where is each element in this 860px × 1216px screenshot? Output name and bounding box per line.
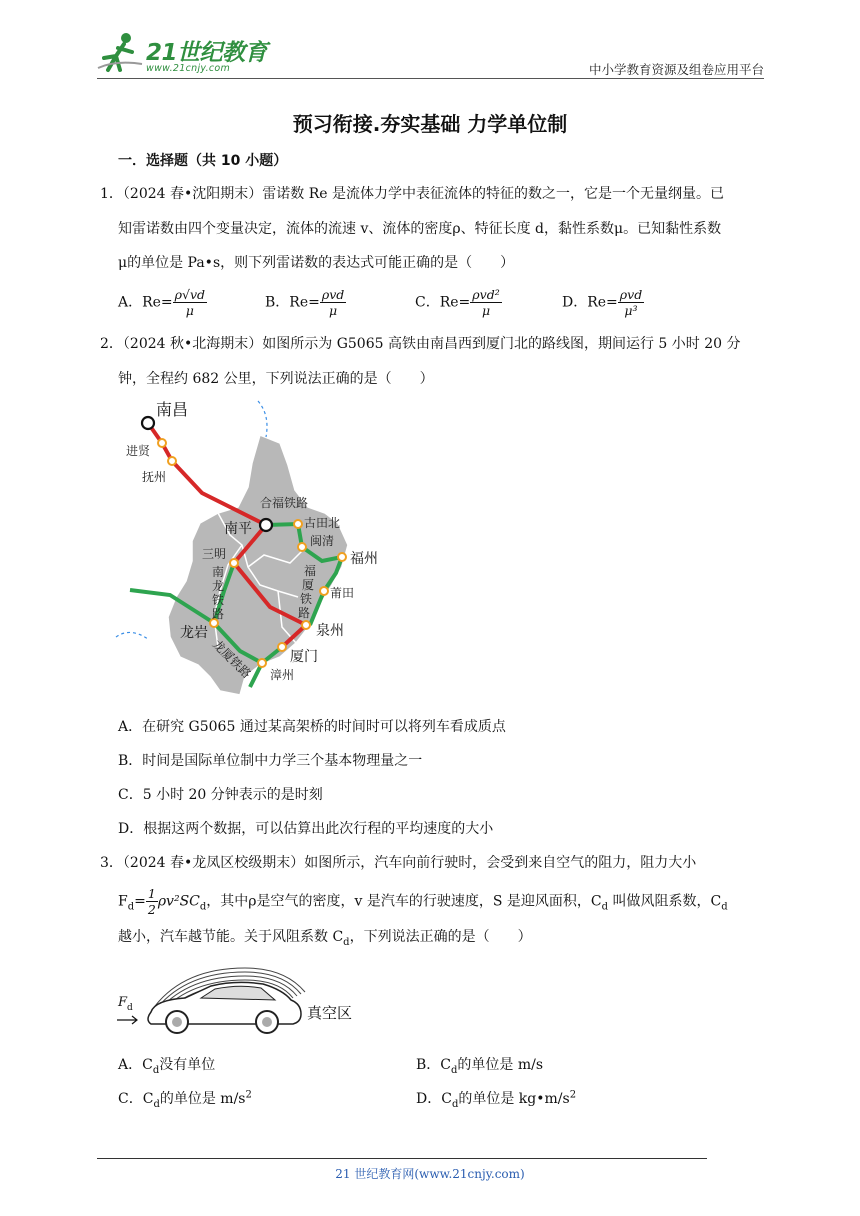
- q2-option-b[interactable]: B．时间是国际单位制中力学三个基本物理量之一: [118, 753, 423, 769]
- q3-option-a-sub: d: [152, 1064, 160, 1076]
- q3-option-d[interactable]: [416, 1088, 576, 1110]
- q1-option-a-prefix: A．Re=: [118, 294, 173, 311]
- label-fuxia-1: 福: [304, 564, 317, 578]
- q1-option-b-prefix: B．Re=: [265, 294, 320, 311]
- q1-option-b-num: ρvd: [321, 287, 345, 302]
- q3-option-c[interactable]: [118, 1088, 252, 1110]
- q1-option-d-formula: [618, 287, 644, 318]
- station-sanming: [230, 559, 238, 567]
- label-jinxian: 进贤: [126, 444, 151, 458]
- platform-name: 中小学教育资源及组卷应用平台: [588, 62, 764, 77]
- label-fuxia-2: 厦: [302, 578, 315, 592]
- station-nanping: [260, 519, 272, 531]
- footer-link[interactable]: 21 世纪教育网(www.21cnjy.com): [335, 1167, 525, 1181]
- q1-option-d[interactable]: [562, 287, 644, 318]
- fig-force-sub: d: [127, 1003, 133, 1013]
- label-putian: 莆田: [330, 586, 355, 600]
- section-heading: 一．选择题（共 10 小题）: [118, 153, 288, 169]
- station-gutian: [294, 520, 302, 528]
- label-fuzhou: 福州: [350, 551, 378, 567]
- label-fuxia-4: 路: [298, 606, 311, 620]
- q3-line3-text: 越小，汽车越节能。关于风阻系数 C: [118, 929, 344, 945]
- q3-option-b-sub: d: [451, 1064, 458, 1076]
- q3-line3: [118, 926, 532, 948]
- station-quanzhou: [302, 621, 310, 629]
- force-arrow: [117, 1016, 137, 1024]
- q3-frac-num: 1: [147, 886, 156, 901]
- q3-option-d-sub: d: [451, 1098, 459, 1110]
- q1-option-a-num: ρ√vd: [174, 287, 206, 302]
- q3-option-c-text: C．C: [118, 1091, 154, 1107]
- q2-option-a[interactable]: A．在研究 G5065 通过某高架桥的时间时可以将列车看成质点: [118, 719, 506, 735]
- q3-line2-rest: ，其中ρ是空气的密度，v 是汽车的行驶速度，S 是迎风面积，C: [206, 893, 602, 910]
- q3-option-b-tail: 的单位是 m/s: [457, 1057, 544, 1073]
- footer-divider: [97, 1158, 707, 1159]
- label-minqing: 闽清: [310, 534, 335, 548]
- header-divider: [97, 78, 764, 79]
- map-coast-top: [258, 401, 267, 437]
- q3-option-d-sup: 2: [569, 1089, 577, 1101]
- station-fuzhou: [338, 553, 346, 561]
- q3-fd-symbol: F: [118, 893, 128, 910]
- label-nanlong-4: 路: [212, 607, 225, 621]
- station-xiamen: [278, 643, 286, 651]
- label-xiamen: 厦门: [290, 649, 318, 665]
- map-coast-left: [116, 632, 148, 639]
- q2-option-c[interactable]: C．5 小时 20 分钟表示的是时刻: [118, 787, 323, 803]
- q1-option-a-den: μ: [185, 303, 194, 318]
- station-zhangzhou: [258, 659, 266, 667]
- q1-option-c-num: ρvd²: [472, 287, 500, 302]
- q3-line2-tail: 叫做风阻系数，C: [608, 893, 722, 910]
- q3-line2: [118, 886, 728, 917]
- fig-force-label: F: [118, 995, 128, 1010]
- logo: [96, 30, 146, 80]
- q3-option-d-text: D．C: [416, 1091, 452, 1107]
- fig-vacuum-label: 真空区: [307, 1004, 353, 1022]
- label-fuzhou-jx: 抚州: [142, 470, 167, 484]
- q3-frac-den: 2: [147, 902, 156, 917]
- q2-line2: 钟，全程约 682 公里，下列说法正确的是（ ）: [118, 371, 434, 387]
- q3-line3-sub: d: [343, 936, 350, 948]
- railway-map: [110, 395, 400, 704]
- station-putian: [320, 587, 328, 595]
- label-hefu: 合福铁路: [260, 496, 309, 510]
- station-fuzhou-jx: [168, 457, 176, 465]
- label-nanping: 南平: [224, 521, 252, 537]
- q3-option-a-tail: 没有单位: [159, 1057, 216, 1073]
- label-longxia: 龙厦铁路: [209, 637, 254, 682]
- q1-option-a-formula: [173, 287, 207, 318]
- q3-option-c-sub: d: [153, 1098, 160, 1110]
- logo-text: 21世纪教育: [146, 40, 268, 66]
- station-jinxian: [158, 439, 166, 447]
- q3-line1: 3．（2024 春•龙凤区校级期末）如图所示，汽车向前行驶时，会受到来自空气的阻力，阻力大小: [100, 855, 697, 871]
- label-gutian: 古田北: [304, 516, 341, 530]
- q1-option-c-den: μ: [481, 303, 491, 318]
- q3-half-fraction: [146, 886, 158, 917]
- q3-option-b[interactable]: [416, 1054, 543, 1076]
- q2-line1: 2．（2024 秋•北海期末）如图所示为 G5065 高铁由南昌西到厦门北的路线图，期间运行 5 小时 20 分: [100, 336, 741, 352]
- page-title: 预习衔接.夯实基础 力学单位制: [292, 112, 568, 136]
- q1-option-d-num: ρvd: [619, 287, 643, 302]
- q3-option-b-text: B．C: [416, 1057, 451, 1073]
- label-longyan: 龙岩: [180, 625, 208, 641]
- q1-option-d-den: μ³: [624, 303, 638, 318]
- car-airflow-figure: [115, 962, 375, 1046]
- q3-fd-sub: d: [127, 901, 135, 913]
- label-nanchang: 南昌: [156, 400, 189, 419]
- q1-option-c-formula: [470, 287, 501, 318]
- label-zhangzhou: 漳州: [270, 668, 295, 682]
- q3-option-c-tail: 的单位是 m/s: [159, 1091, 246, 1107]
- q1-line3: μ的单位是 Pa•s，则下列雷诺数的表达式可能正确的是（ ）: [118, 255, 515, 271]
- q1-option-b-den: μ: [329, 303, 338, 318]
- q1-option-b-formula: [320, 287, 346, 318]
- q1-option-b[interactable]: [265, 287, 346, 318]
- q1-option-a[interactable]: [118, 287, 207, 318]
- map-land: [168, 435, 348, 695]
- station-minqing: [298, 543, 306, 551]
- q3-equals: =: [134, 893, 146, 910]
- q3-line2-tail-sub: d: [721, 901, 728, 913]
- label-nanlong-2: 龙: [212, 579, 225, 593]
- station-nanchang: [142, 417, 154, 429]
- label-sanming: 三明: [202, 547, 227, 561]
- label-nanlong-1: 南: [212, 565, 225, 579]
- q1-line2: 知雷诺数由四个变量决定，流体的流速 v、流体的密度ρ、特征长度 d，黏性系数μ。已知黏性系数: [118, 221, 722, 237]
- q3-option-c-sup: 2: [245, 1089, 252, 1101]
- q3-option-d-tail: 的单位是 kg•m/s: [458, 1091, 570, 1107]
- logo-url: www.21cnjy.com: [146, 63, 231, 74]
- q3-option-a[interactable]: [118, 1054, 215, 1076]
- q1-line1: 1．（2024 春•沈阳期末）雷诺数 Re 是流体力学中表征流体的特征的数之一，它是一个无量纲量。已: [100, 186, 724, 202]
- q3-line2-rest-sub: d: [601, 901, 609, 913]
- q1-option-d-prefix: D．Re=: [562, 294, 618, 311]
- q1-option-c-prefix: C．Re=: [415, 294, 471, 311]
- q1-option-c[interactable]: [415, 287, 502, 318]
- q3-option-a-text: A．C: [118, 1057, 153, 1073]
- q2-option-d[interactable]: D．根据这两个数据，可以估算出此次行程的平均速度的大小: [118, 821, 494, 837]
- q3-formula: ρv²SC: [157, 893, 200, 910]
- label-nanlong-3: 铁: [212, 593, 225, 607]
- label-quanzhou: 泉州: [316, 623, 344, 639]
- q3-formula-sub: d: [199, 901, 207, 913]
- label-fuxia-3: 铁: [300, 592, 313, 606]
- q3-line3-tail: ，下列说法正确的是（ ）: [349, 929, 532, 945]
